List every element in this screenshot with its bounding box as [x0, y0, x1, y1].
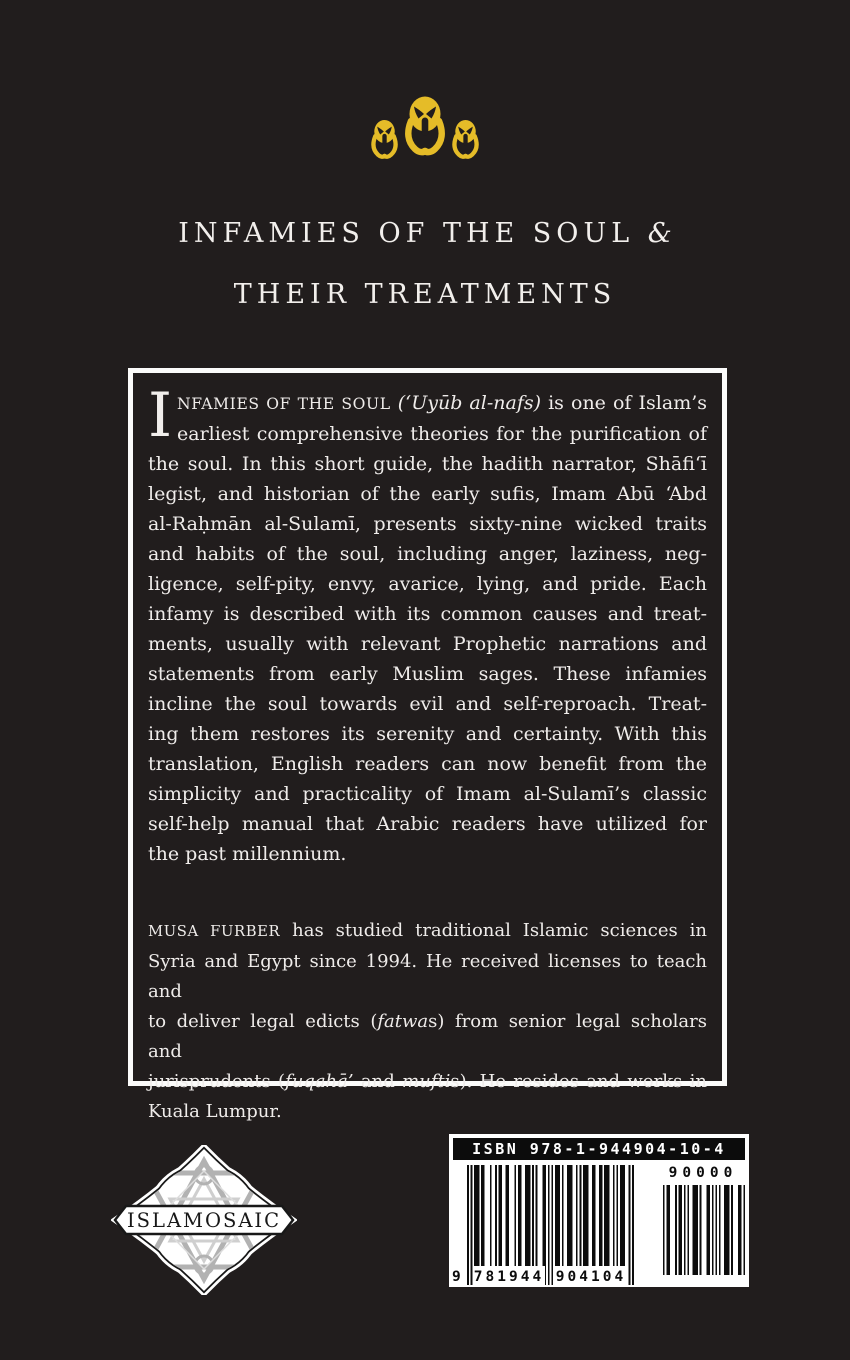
islamosaic-logo [111, 1145, 297, 1295]
synopsis-line: earliest comprehensive theories for the purification of [177, 423, 707, 445]
publisher-name: ISLAMOSAIC [127, 1208, 281, 1232]
synopsis-line: al-Raḥmān al-Sulamī, presents sixty-nine wicked traits [148, 513, 707, 535]
ean-first-digit: 9 [452, 1269, 461, 1285]
synopsis-line: the soul. In this short guide, the hadith narrator, Shāfi‘ī [148, 453, 707, 475]
isbn-label: ISBN 978-1-944904-10-4 [453, 1138, 745, 1160]
bio-line: Syria and Egypt since 1994. He received licenses to teach and [148, 951, 707, 1002]
synopsis-paragraph [148, 380, 707, 869]
synopsis-line: NFAMIES OF THE SOUL (‘Uyūb al-nafs) is one of Islam’s [177, 392, 707, 414]
synopsis-line: self-help manual that Arabic readers have utilized for [148, 813, 707, 835]
ean5-addon-barcode [661, 1165, 745, 1275]
synopsis-line: simplicity and practicality of Imam al-Sulamī’s classic [148, 783, 707, 805]
synopsis-line: infamy is described with its common causes and treat- [148, 603, 707, 625]
bio-line: MUSA FURBER has studied traditional Islamic sciences in [148, 920, 707, 941]
book-title-line2: THEIR TREATMENTS [233, 279, 617, 310]
ean-digit-group2: 904104 [555, 1266, 627, 1285]
drop-cap: I [148, 380, 173, 451]
book-title-line1: INFAMIES OF THE SOUL & [178, 218, 672, 249]
bio-line: Kuala Lumpur. [148, 1101, 282, 1122]
bio-line: to deliver legal edicts (fatwas) from senior legal scholars and [148, 1011, 708, 1062]
ean-digit-group1: 781944 [473, 1266, 545, 1285]
three-faces-ornament-icon [369, 93, 481, 163]
synopsis-line: ing them restores its serenity and certainty. With this [148, 723, 707, 745]
barcode-block [449, 1134, 749, 1287]
author-bio-paragraph [148, 916, 707, 1127]
bio-line: jurisprudents (fuqahā’ and muftis). He resides and works in [148, 1071, 707, 1092]
synopsis-frame [128, 368, 727, 1122]
synopsis-line: translation, English readers can now benefit from the [148, 753, 707, 775]
synopsis-line: legist, and historian of the early sufis, Imam Abū ‘Abd [148, 483, 707, 505]
ean5-bars [661, 1185, 745, 1275]
synopsis-line: ments, usually with relevant Prophetic narrations and [148, 633, 707, 655]
ean13-barcode [452, 1165, 634, 1285]
book-title [0, 203, 850, 325]
synopsis-line: incline the soul towards evil and self-reproach. Treat- [148, 693, 707, 715]
synopsis-line: statements from early Muslim sages. These infamies [148, 663, 707, 685]
synopsis-line: ligence, self-pity, envy, avarice, lying, and pride. Each [148, 573, 707, 595]
synopsis-line: and habits of the soul, including anger, laziness, neg- [148, 543, 707, 565]
synopsis-line: the past millennium. [148, 843, 347, 865]
addon-price-code: 90000 [668, 1165, 738, 1181]
